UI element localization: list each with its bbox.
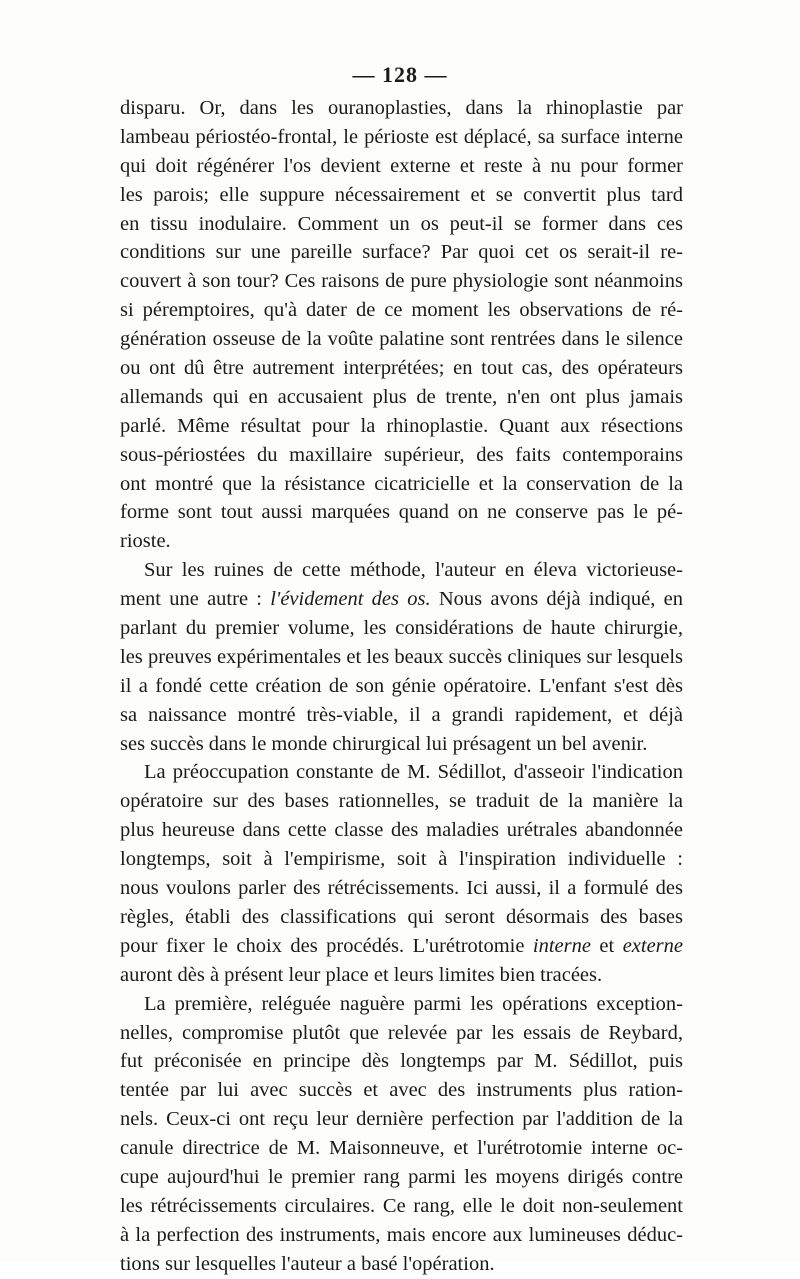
- text-line: ou ont dû être autrement interprétées; en tout cas, des opérateurs: [120, 357, 683, 380]
- text-line: les preuves expérimentales et les beaux succès cliniques sur lesquels: [120, 645, 683, 668]
- text-line: si péremptoires, qu'à dater de ce moment les observations de ré-: [120, 299, 683, 322]
- text-line: en tissu inodulaire. Comment un os peut-il se former dans ces: [120, 212, 683, 235]
- text-line: lambeau périostéo-frontal, le périoste est déplacé, sa surface interne: [120, 125, 683, 148]
- text-line: parlant du premier volume, les considérations de haute chirurgie,: [120, 617, 683, 640]
- text-line: forme sont tout aussi marquées quand on ne conserve pas le pé-: [120, 501, 683, 524]
- text-line: ses succès dans le monde chirurgical lui présagent un bel avenir.: [120, 732, 648, 755]
- text-line: qui doit régénérer l'os devient externe et reste à nu pour former: [120, 154, 683, 177]
- body-text: [120, 94, 683, 1279]
- text-line: conditions sur une pareille surface? Par quoi cet os serait-il re-: [120, 241, 683, 264]
- text-line: règles, établi des classifications qui seront désormais des bases: [120, 905, 683, 928]
- text-line: tentée par lui avec succès et avec des instruments plus ration-: [120, 1079, 683, 1102]
- text-line: ont montré que la résistance cicatricielle et la conservation de la: [120, 472, 683, 495]
- text-line: rioste.: [120, 530, 171, 553]
- text-line: Sur les ruines de cette méthode, l'auteur en éleva victorieuse-: [144, 559, 683, 582]
- text-line: nels. Ceux-ci ont reçu leur dernière perfection par l'addition de la: [120, 1108, 683, 1131]
- text-line: nelles, compromise plutôt que relevée par les essais de Reybard,: [120, 1021, 683, 1044]
- text-line: canule directrice de M. Maisonneuve, et l'urétrotomie interne oc-: [120, 1137, 683, 1160]
- text-line: sous-périostées du maxillaire supérieur, des faits contemporains: [120, 443, 683, 466]
- text-line: les rétrécissements circulaires. Ce rang, elle le doit non-seulement: [120, 1194, 683, 1217]
- text-line: auront dès à présent leur place et leurs limites bien tracées.: [120, 963, 603, 986]
- text-line: sa naissance montré très-viable, il a grandi rapidement, et déjà: [120, 703, 683, 726]
- text-line: cupe aujourd'hui le premier rang parmi les moyens dirigés contre: [120, 1165, 683, 1188]
- text-line: opératoire sur des bases rationnelles, se traduit de la manière la: [120, 790, 683, 813]
- text-line: couvert à son tour? Ces raisons de pure physiologie sont néanmoins: [120, 270, 683, 293]
- text-line: nous voulons parler des rétrécissements. Ici aussi, il a formulé des: [120, 877, 683, 900]
- text-line: plus heureuse dans cette classe des maladies urétrales abandonnée: [120, 819, 683, 842]
- italic-term: l'évidement des os.: [270, 588, 431, 611]
- italic-term: externe: [622, 934, 683, 957]
- text-line: il a fondé cette création de son génie opératoire. L'enfant s'est dès: [120, 674, 683, 697]
- text-line: La première, reléguée naguère parmi les opérations exception-: [144, 992, 683, 1015]
- text-line: La préoccupation constante de M. Sédillot, d'asseoir l'indication: [144, 761, 683, 784]
- text-line: fut préconisée en principe dès longtemps par M. Sédillot, puis: [120, 1050, 683, 1073]
- text-line: à la perfection des instruments, mais encore aux lumineuses déduc-: [120, 1223, 683, 1246]
- page-number: — 128 —: [352, 62, 448, 87]
- text-line: ment une autre : l'évidement des os. Nous avons déjà indiqué, en: [120, 588, 683, 611]
- text-line: tions sur lesquelles l'auteur a basé l'opération.: [120, 1252, 495, 1275]
- text-line: génération osseuse de la voûte palatine sont rentrées dans le silence: [120, 328, 683, 351]
- text-line: disparu. Or, dans les ouranoplasties, dans la rhinoplastie par: [120, 97, 683, 119]
- text-line: longtemps, soit à l'empirisme, soit à l'inspiration individuelle :: [120, 848, 683, 871]
- italic-term: interne: [532, 934, 591, 957]
- text-line: pour fixer le choix des procédés. L'urétrotomie interne et externe: [120, 934, 683, 957]
- text-line: parlé. Même résultat pour la rhinoplastie. Quant aux résections: [120, 414, 683, 437]
- text-line: les parois; elle suppure nécessairement et se convertit plus tard: [120, 183, 683, 206]
- text-line: allemands qui en accusaient plus de trente, n'en ont plus jamais: [120, 385, 683, 408]
